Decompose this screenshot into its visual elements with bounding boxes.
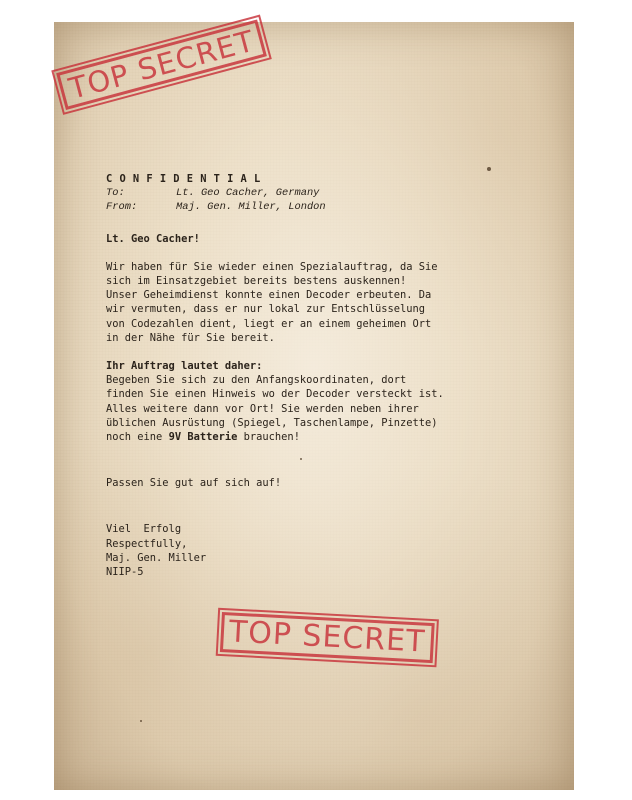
from-label: From: [106, 201, 138, 214]
to-value: Lt. Geo Cacher, Germany [176, 187, 320, 200]
paragraph-line: üblichen Ausrüstung (Spiegel, Taschenlampe, Pinzette) [106, 416, 438, 429]
signature-line: Viel Erfolg [106, 523, 182, 536]
paragraph-line: Unser Geheimdienst konnte einen Decoder erbeuten. Da [106, 289, 432, 302]
signature-line: Respectfully, [106, 537, 188, 550]
paragraph-line: sich im Einsatzgebiet bereits bestens auskennen! [106, 275, 407, 288]
to-label: To: [106, 187, 125, 200]
paragraph-orders [106, 373, 516, 444]
signature-line: NIIP-5 [106, 566, 144, 579]
stamp-text: TOP SECRET [228, 614, 427, 660]
paragraph-line: Alles weitere dann vor Ort! Sie werden neben ihrer [106, 402, 419, 415]
paragraph-line: von Codezahlen dient, liegt er an einem geheimen Ort [106, 317, 432, 330]
paragraph-line: in der Nähe für Sie bereit. [106, 331, 275, 344]
closing-note: Passen Sie gut auf sich auf! [106, 477, 282, 490]
signature-block [106, 522, 516, 579]
battery-prefix: noch eine [106, 431, 169, 444]
confidential-heading: CONFIDENTIAL [106, 173, 268, 185]
paragraph-line-battery [106, 430, 516, 444]
paragraph-line: finden Sie einen Hinweis wo der Decoder versteckt ist. [106, 388, 444, 401]
battery-suffix: brauchen! [237, 431, 300, 444]
paragraph-line: wir vermuten, dass er nur lokal zur Entschlüsselung [106, 303, 426, 316]
signature-line: Maj. Gen. Miller [106, 551, 207, 564]
paragraph-line: Begeben Sie sich zu den Anfangskoordinaten, dort [106, 374, 407, 387]
ink-speck [487, 167, 491, 171]
letter-body [106, 172, 516, 579]
from-row [106, 200, 516, 214]
order-heading: Ihr Auftrag lautet daher: [106, 360, 263, 373]
paragraph-line: Wir haben für Sie wieder einen Spezialauftrag, da Sie [106, 260, 438, 273]
ink-speck [140, 720, 142, 722]
battery-item: 9V Batterie [168, 431, 238, 444]
salutation: Lt. Geo Cacher! [106, 232, 200, 245]
paragraph-intro [106, 260, 516, 345]
to-row [106, 186, 516, 200]
from-value: Maj. Gen. Miller, London [176, 201, 326, 214]
stamp-text: TOP SECRET [65, 23, 259, 106]
